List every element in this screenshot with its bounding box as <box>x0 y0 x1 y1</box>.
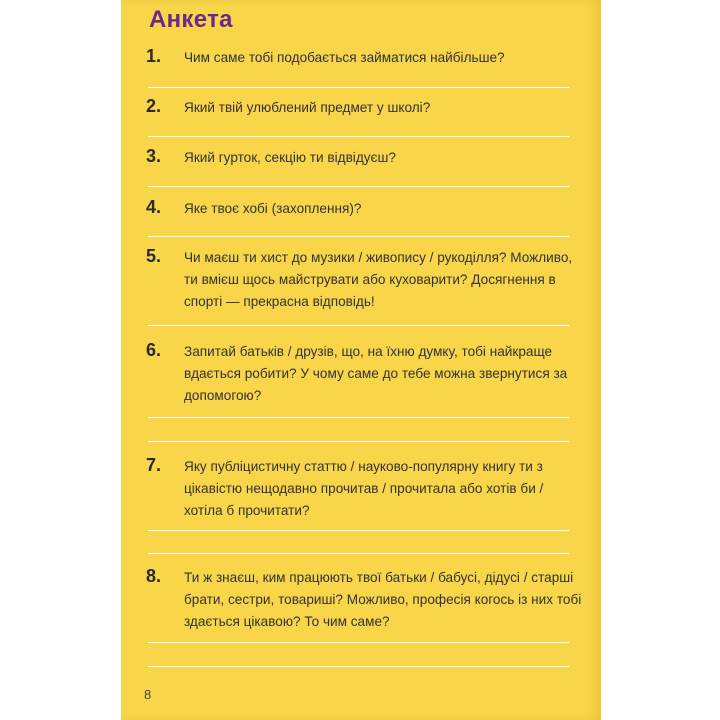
answer-line[interactable] <box>148 186 569 187</box>
page-title: Анкета <box>149 6 233 33</box>
answer-line[interactable] <box>148 553 569 554</box>
question-number: 6. <box>146 340 162 360</box>
answer-line[interactable] <box>148 136 569 137</box>
answer-line[interactable] <box>148 236 569 237</box>
question-text: Чи маєш ти хист до музики / живопису / рукоділля? Можливо, ти вмієш щось майструвати або куховарити? Досягнення в спорті — прекрасна відповідь! <box>184 250 573 309</box>
question-text: Який гурток, секцію ти відвідуєш? <box>184 150 396 165</box>
question-number: 7. <box>146 455 162 475</box>
question-number: 8. <box>146 566 162 586</box>
answer-line[interactable] <box>148 530 569 531</box>
question-number: 5. <box>146 246 162 266</box>
answer-line[interactable] <box>148 417 569 418</box>
question-text: Яку публіцистичну статтю / науково-популярну книгу ти з цікавістю нещодавно прочитав / прочитала або хотів би / хотіла б прочитати? <box>184 459 544 518</box>
question-text: Чим саме тобі подобається займатися найбільше? <box>184 50 505 65</box>
answer-line[interactable] <box>148 441 569 442</box>
answer-line[interactable] <box>148 642 569 643</box>
question-number: 4. <box>146 197 162 217</box>
question-text: Ти ж знаєш, ким працюють твої батьки / бабусі, дідусі / старші брати, сестри, товариші? Можливо, професія когось із них тобі здається цікавою? То чим саме? <box>184 570 582 629</box>
question-text: Яке твоє хобі (захоплення)? <box>184 201 362 216</box>
question-text: Запитай батьків / друзів, що, на їхню думку, тобі найкраще вдається робити? У чому саме до тебе можна звернутися за допомогою? <box>184 344 568 403</box>
question-number: 3. <box>146 146 162 166</box>
question-number: 2. <box>146 96 162 116</box>
question-number: 1. <box>146 46 162 66</box>
answer-line[interactable] <box>148 325 569 326</box>
answer-line[interactable] <box>148 87 569 88</box>
question-text: Який твій улюблений предмет у школі? <box>184 100 431 115</box>
answer-line[interactable] <box>148 666 569 667</box>
page-number: 8 <box>144 687 152 702</box>
